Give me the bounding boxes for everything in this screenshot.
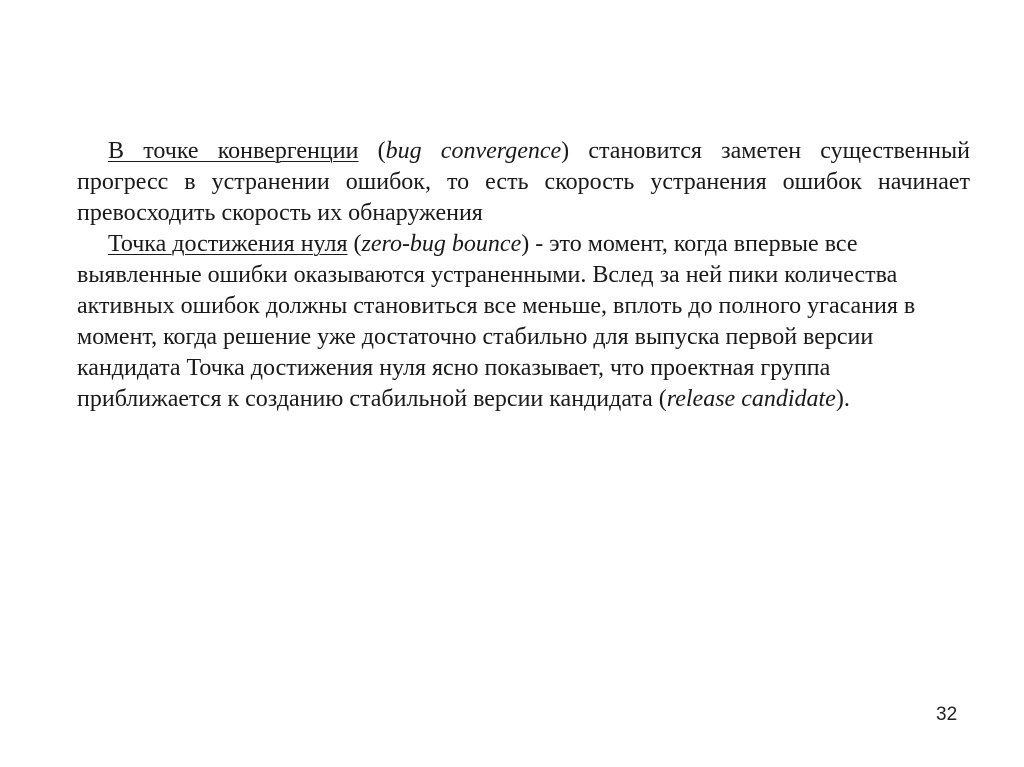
paragraph-end: ).: [835, 386, 850, 412]
english-term-zero-bug-bounce: zero-bug bounce: [361, 231, 522, 257]
open-paren: (: [347, 231, 362, 257]
close-paren: ): [561, 138, 570, 164]
paragraph-text: становится заметен существенный прогресс в устранении ошибок, то есть скорость устранения ошибок начинает превосходить скорость их обнаружения: [77, 138, 970, 226]
english-term-bug-convergence: bug convergence: [385, 138, 562, 164]
paragraph-zero-bug-bounce: [77, 229, 970, 415]
term-bug-convergence: В точке конвергенции: [108, 138, 359, 164]
close-paren: ): [521, 231, 530, 257]
body-text: [77, 136, 970, 415]
paragraph-text: - это момент, когда впервые все выявленные ошибки оказываются устраненными. Вслед за ней пики количества активных ошибок должны становиться все меньше, вплоть до полного угасания в момент, когда решение уже достаточно стабильно для выпуска первой версии кандидата Точка достижения нуля ясно показывает, что проектная группа приближается к созданию стабильной версии кандидата (: [77, 231, 916, 412]
page-number: 32: [936, 704, 958, 725]
paragraph-bug-convergence: [77, 136, 970, 229]
open-paren: (: [358, 138, 386, 164]
english-term-release-candidate: release candidate: [666, 386, 836, 412]
term-zero-bug-bounce: Точка достижения нуля: [108, 231, 348, 257]
